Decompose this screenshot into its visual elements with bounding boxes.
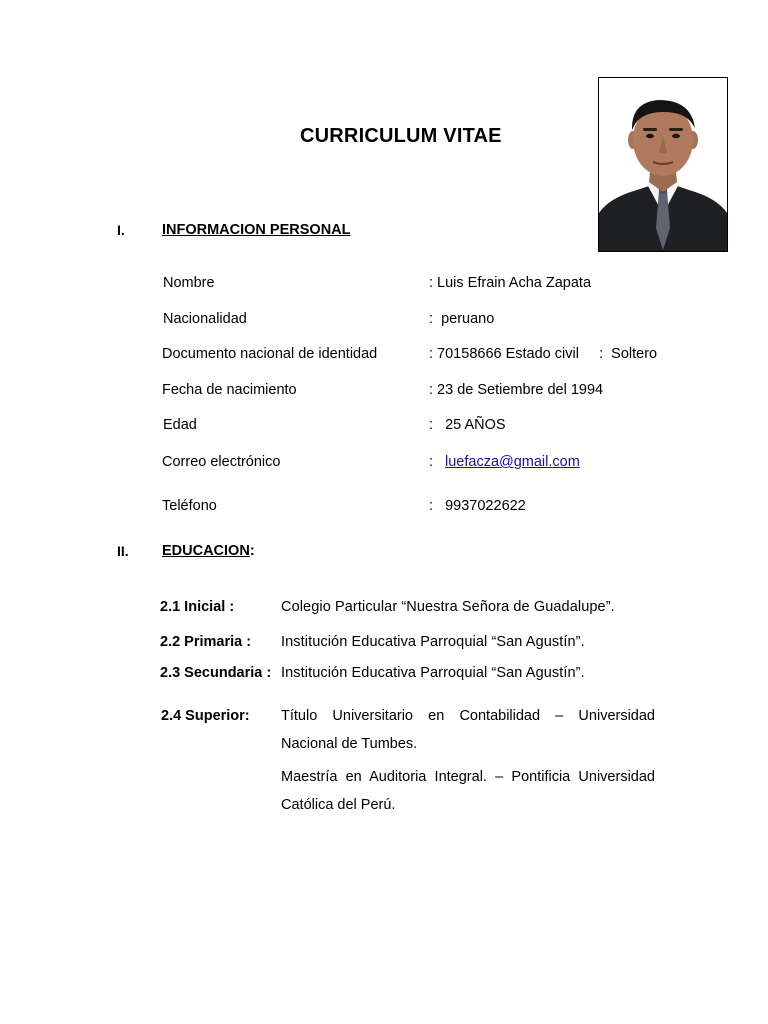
value-fecha-nacimiento: : 23 de Setiembre del 1994 [429,382,604,398]
label-telefono: Teléfono [162,498,217,514]
value-correo-colon: : [429,454,434,470]
label-nacionalidad: Nacionalidad [163,311,247,327]
edu-label-superior: 2.4 Superior: [161,708,250,724]
section-number-personal: I. [117,222,125,238]
value-telefono: : 9937022622 [429,498,526,514]
section-heading-education [162,543,255,559]
label-edad: Edad [163,417,197,433]
section-title-colon: : [249,543,255,559]
value-nombre: : Luis Efrain Acha Zapata [429,275,592,291]
profile-portrait [599,78,727,251]
section-title-personal: INFORMACION PERSONAL [162,222,351,238]
edu-text-primaria: Institución Educativa Parroquial “San Agustín”. [281,634,585,650]
edu-label-secundaria: 2.3 Secundaria : [160,665,272,681]
value-nacionalidad: : peruano [429,311,495,327]
section-title-education: EDUCACION [162,543,250,559]
profile-photo [598,77,728,252]
label-documento: Documento nacional de identidad [162,346,378,362]
value-edad: : 25 AÑOS [429,417,506,433]
edu-label-inicial: 2.1 Inicial : [160,599,235,615]
email-link[interactable]: luefacza@gmail.com [445,454,580,470]
edu-text-inicial: Colegio Particular “Nuestra Señora de Guadalupe”. [281,599,615,615]
value-documento: : 70158666 Estado civil : Soltero [429,346,658,362]
edu-text-secundaria: Institución Educativa Parroquial “San Agustín”. [281,665,585,681]
edu-paragraph-maestria: Maestría en Auditoria Integral. – Pontificia Universidad Católica del Perú. [281,769,655,813]
page-title: CURRICULUM VITAE [300,125,502,147]
label-nombre: Nombre [163,275,215,291]
label-fecha-nacimiento: Fecha de nacimiento [162,382,297,398]
edu-paragraph-titulo: Título Universitario en Contabilidad – Universidad Nacional de Tumbes. [281,708,655,752]
section-number-education: II. [117,543,129,559]
edu-label-primaria: 2.2 Primaria : [160,634,252,650]
label-correo: Correo electrónico [162,454,281,470]
